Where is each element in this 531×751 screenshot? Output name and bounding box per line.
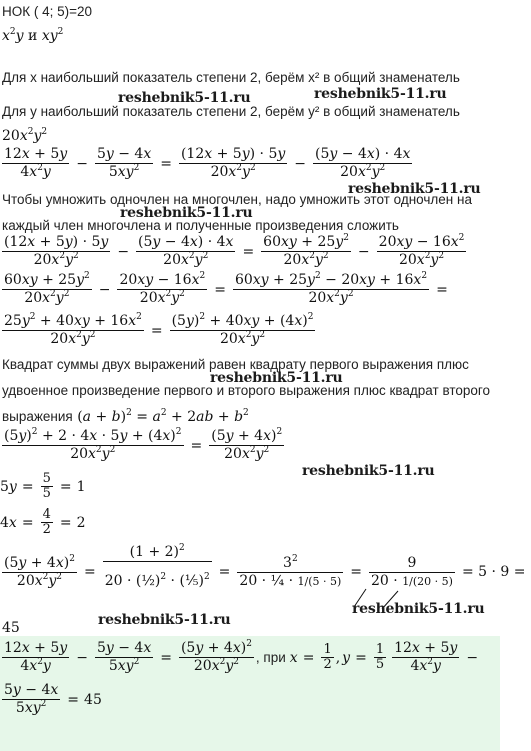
final-equation: $\frac{12x + 5y}{4x^2y}$ − $\frac{5y - 4x}{5xy^2}$ = $\frac{(5y + 4x)^2}{20x^2y^2}$ , при x = $\frac{1}{2}$ , y = $\frac{1}{5}$ $\frac{12x + 5y}{4x^2y}$ − [4, 639, 479, 674]
watermark: reshebnik5-11.ru [352, 601, 485, 617]
common-denominator: $20x^2y^2$ [2, 127, 48, 144]
watermark: reshebnik5-11.ru [302, 463, 435, 479]
text-square-2: удвоенное произведение первого и второго выражения плюс квадрат второго [2, 383, 491, 398]
equation-four-x: 4x = $\frac{4}{2}$ = 2 [0, 507, 86, 537]
watermark: reshebnik5-11.ru [348, 181, 481, 197]
equation-step-2: $\frac{(12x + 5y) \cdot 5y}{20x^2y^2}$ − $\frac{(5y - 4x) \cdot 4x}{20x^2y^2}$ = $\frac{60xy + 25y^2}{20x^2y^2}$ − $\frac{20xy - 16x^2}{20x^2y^2}$ [4, 233, 465, 268]
factors-line: $x^2y$ и $xy^2$ [2, 27, 64, 44]
text-square-3: выражения [2, 409, 73, 424]
equation-substitution: $\frac{(5y + 4x)^2}{20x^2y^2}$ = $\frac{(1 + 2)^2}{20 \cdot (\frac{1}{2})^2 \cdot (\frac{1}{5})^2}$ = $\frac{3^2}{\text{20 · ¼ · 1/(5 · 5)}}$ = $\frac{9}{20 \cdot 1/(20 \cdot 5)}$ = 5 · 9 = [4, 543, 526, 589]
text-square-1: Квадрат суммы двух выражений равен квадрату первого выражения плюс [2, 357, 469, 372]
watermark: reshebnik5-11.ru [120, 205, 253, 221]
text-multiply: Чтобы умножить одночлен на многочлен, надо умножить этот одночлен на [2, 192, 472, 207]
text-y-exponent: Для y наибольший показатель степени 2, берём y² в общий знаменатель [2, 104, 460, 119]
equation-five-y: 5y = $\frac{5}{5}$ = 1 [0, 471, 86, 501]
lcm-line: НОК ( 4; 5)=20 [2, 4, 93, 19]
watermark: reshebnik5-11.ru [118, 90, 251, 106]
final-condition-label: , при [255, 650, 286, 665]
equation-step-3: $\frac{60xy + 25y^2}{20x^2y^2}$ − $\frac{20xy - 16x^2}{20x^2y^2}$ = $\frac{60xy + 25y^2 - 20xy + 16x^2}{20x^2y^2}$ = [4, 271, 448, 306]
text-x-exponent: Для x наибольший показатель степени 2, берём x² в общий знаменатель [2, 70, 460, 85]
text-multiply-2: каждый член многочлена и полученные произведения сложить [2, 218, 399, 233]
final-answer-value: 45 [84, 691, 102, 708]
watermark: reshebnik5-11.ru [210, 370, 343, 386]
equation-step-5: $\frac{(5y)^2 + 2 \cdot 4x \cdot 5y + (4x)^2}{20x^2y^2}$ = $\frac{(5y + 4x)^2}{20x^2y^2}$ [4, 427, 283, 462]
watermark: reshebnik5-11.ru [314, 86, 447, 102]
final-equation-continued: $\frac{5y - 4x}{5xy^2}$ = 45 [4, 682, 102, 716]
answer-line: 45 [2, 620, 20, 636]
equation-step-1: $\frac{12x + 5y}{4x^2y}$ − $\frac{5y - 4x}{5xy^2}$ = $\frac{(12x + 5y) \cdot 5y}{20x^2y^2}$ − $\frac{(5y - 4x) \cdot 4x}{20x^2y^2}$ [4, 146, 411, 180]
watermark: reshebnik5-11.ru [98, 612, 231, 628]
equation-step-4: $\frac{25y^2 + 40xy + 16x^2}{20x^2y^2}$ = $\frac{(5y)^2 + 40xy + (4x)^2}{20x^2y^2}$ [4, 312, 314, 347]
square-formula-line: выражения $(a + b)^2 = a^2 + 2ab + b^2$ [2, 408, 249, 425]
